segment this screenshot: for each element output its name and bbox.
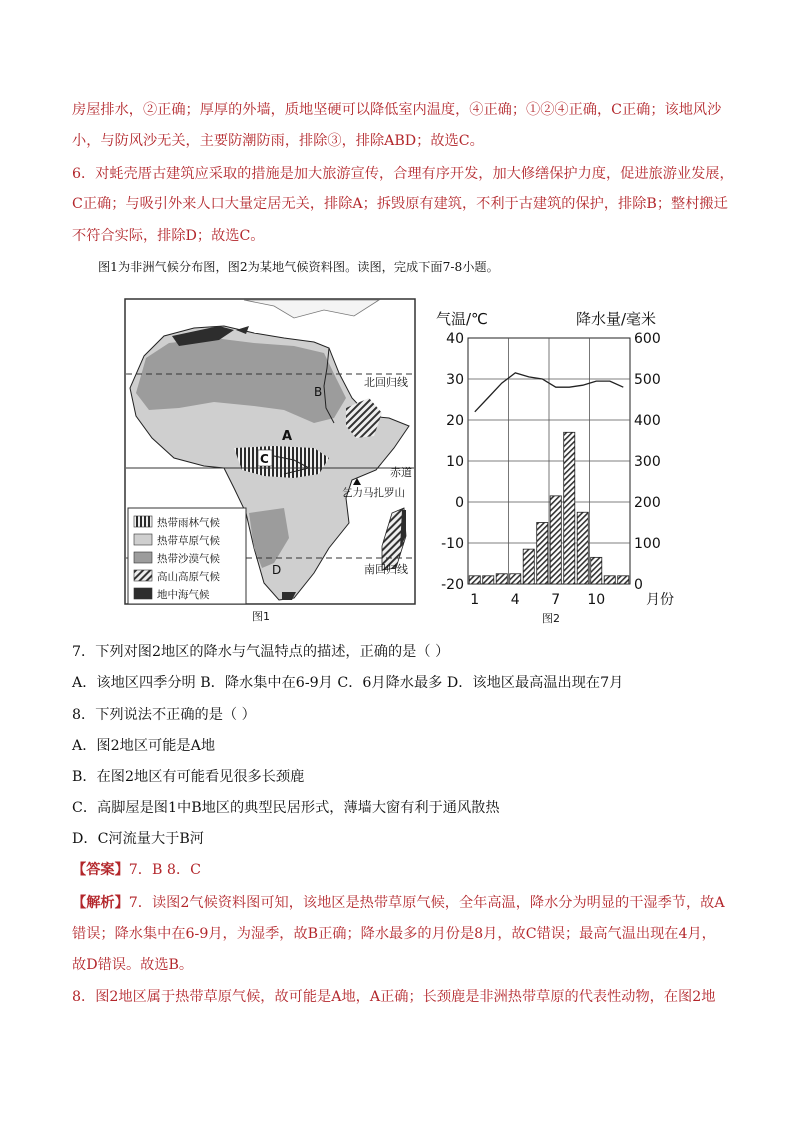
legend-rainforest: 热带雨林气候	[157, 517, 220, 529]
right-tick-label: 400	[634, 413, 661, 429]
right-axis-title: 降水量/毫米	[576, 310, 657, 328]
left-tick-label: 10	[446, 454, 464, 470]
precip-bar-month-3	[496, 574, 507, 584]
legend-swatch-rainforest	[134, 516, 152, 527]
analysis-line-3: 故D错误。故选B。	[72, 957, 194, 973]
legend-mediterranean: 地中海气候	[157, 589, 210, 601]
left-tick-label: -10	[441, 536, 464, 552]
precip-bar-month-2	[483, 576, 494, 584]
right-tick-label: 600	[634, 331, 661, 347]
precip-bar-month-4	[510, 574, 521, 584]
legend-desert: 热带沙漠气候	[157, 553, 220, 565]
chart-caption: 图2	[542, 612, 560, 625]
x-axis-title: 月份	[646, 592, 674, 608]
precip-bar-month-12	[618, 576, 629, 584]
x-tick-label: 4	[510, 592, 520, 608]
left-tick-label: 0	[455, 495, 464, 511]
left-axis-title: 气温/℃	[436, 310, 488, 328]
analysis-line-2: 错误；降水集中在6-9月，为湿季，故B正确；降水最多的月份是8月，故C错误；最高气温出现在4月，	[72, 926, 716, 942]
right-tick-label: 0	[634, 577, 643, 593]
left-tick-label: -20	[441, 577, 464, 593]
q7-stem: 7．下列对图2地区的降水与气温特点的描述，正确的是（ ）	[72, 644, 450, 660]
analysis-line-4: 8．图2地区属于热带草原气候，故可能是A地，A正确；长颈鹿是非洲热带草原的代表性动物，在图2地	[72, 989, 716, 1005]
right-tick-label: 100	[634, 536, 661, 552]
analysis-text-1: 7．读图2气候资料图可知，该地区是热带草原气候，全年高温，降水分为明显的干湿季节，故A	[128, 895, 725, 911]
precip-bar-month-5	[523, 549, 534, 584]
q6-answer-line-1: 6．对蚝壳厝古建筑应采取的措施是加大旅游宣传，合理有序开发，加大修缮保护力度，促进旅游业发展，	[72, 166, 734, 182]
x-tick-label: 7	[551, 592, 561, 608]
q8-option-a: A．图2地区可能是A地	[72, 738, 216, 754]
x-tick-label: 10	[587, 592, 606, 608]
right-tick-label: 200	[634, 495, 661, 511]
answer-line-1: 房屋排水，②正确；厚厚的外墙，质地坚硬可以降低室内温度，④正确；①②④正确，C正确；该地风沙	[72, 102, 722, 118]
precip-bar-month-1	[469, 576, 480, 584]
answer-text: 7．B 8．C	[128, 862, 201, 878]
left-tick-label: 20	[446, 413, 464, 429]
x-tick-label: 1	[470, 592, 480, 608]
q6-answer-line-2: C正确；与吸引外来人口大量定居无关，排除A；拆毁原有建筑，不利于古建筑的保护，排除B；整村搬迁	[72, 196, 728, 212]
right-tick-label: 500	[634, 372, 661, 388]
legend-swatch-desert	[134, 552, 152, 563]
q8-option-b: B．在图2地区有可能看见很多长颈鹿	[72, 769, 305, 785]
legend-swatch-highland	[134, 570, 152, 581]
legend-highland: 高山高原气候	[157, 571, 220, 583]
label-tropic-south: 南回归线	[364, 563, 408, 576]
label-B: B	[314, 385, 323, 399]
precip-bar-month-6	[537, 523, 548, 585]
answer-line	[72, 860, 201, 880]
precip-bar-month-8	[564, 432, 575, 584]
left-tick-label: 30	[446, 372, 464, 388]
analysis-line-1	[72, 893, 725, 913]
legend-savanna: 热带草原气候	[157, 535, 220, 547]
legend-swatch-savanna	[134, 534, 152, 545]
precip-bar-month-10	[591, 557, 602, 584]
label-equator: 赤道	[390, 466, 412, 479]
label-D: D	[272, 563, 282, 577]
figure-intro: 图1为非洲气候分布图，图2为某地气候资料图。读图，完成下面7-8小题。	[98, 260, 499, 274]
precip-bar-month-9	[577, 512, 588, 584]
legend-swatch-mediterranean	[134, 588, 152, 599]
q8-option-c: C．高脚屋是图1中B地区的典型民居形式，薄墙大窗有利于通风散热	[72, 800, 500, 816]
answer-line-2: 小，与防风沙无关，主要防潮防雨，排除③，排除ABD；故选C。	[72, 133, 484, 149]
label-mountain: 乞力马扎罗山	[342, 487, 405, 499]
q8-option-d: D．C河流量大于B河	[72, 831, 204, 847]
climate-chart	[430, 302, 690, 628]
label-A: A	[282, 429, 293, 444]
analysis-tag: 【解析】	[72, 895, 129, 911]
precip-bar-month-7	[550, 496, 561, 584]
right-tick-label: 300	[634, 454, 661, 470]
q6-answer-line-3: 不符合实际，排除D；故选C。	[72, 228, 265, 244]
q8-stem: 8．下列说法不正确的是（ ）	[72, 707, 256, 723]
label-tropic-north: 北回归线	[364, 376, 408, 389]
label-C: C	[260, 452, 269, 466]
map-caption: 图1	[252, 610, 270, 623]
precip-bar-month-11	[604, 576, 615, 584]
africa-climate-map	[124, 298, 418, 628]
left-tick-label: 40	[446, 331, 464, 347]
answer-tag: 【答案】	[72, 862, 129, 878]
chart-grid	[468, 338, 630, 584]
q7-options: A．该地区四季分明 B．降水集中在6-9月 C．6月降水最多 D．该地区最高温出现在7月	[72, 675, 624, 691]
